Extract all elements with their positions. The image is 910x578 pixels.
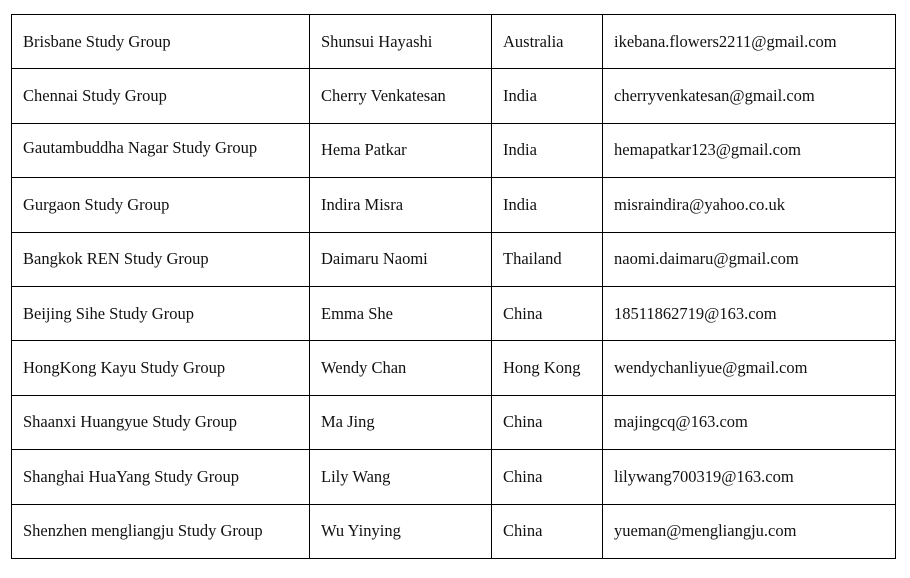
email-cell: yueman@mengliangju.com — [603, 504, 896, 558]
table-row — [12, 178, 896, 232]
email-cell: lilywang700319@163.com — [603, 450, 896, 504]
group-name-cell: Beijing Sihe Study Group — [12, 286, 310, 340]
email-cell: hemapatkar123@gmail.com — [603, 123, 896, 177]
contact-name-cell: Ma Jing — [310, 395, 492, 449]
contact-name-cell: Hema Patkar — [310, 123, 492, 177]
table-row — [12, 286, 896, 340]
country-cell: China — [492, 504, 603, 558]
email-cell: majingcq@163.com — [603, 395, 896, 449]
table-row — [12, 504, 896, 558]
table-row — [12, 69, 896, 123]
table-row — [12, 450, 896, 504]
group-name-cell: Shenzhen mengliangju Study Group — [12, 504, 310, 558]
country-cell: Australia — [492, 15, 603, 69]
country-cell: China — [492, 286, 603, 340]
email-cell: cherryvenkatesan@gmail.com — [603, 69, 896, 123]
country-cell: Hong Kong — [492, 341, 603, 395]
email-cell: misraindira@yahoo.co.uk — [603, 178, 896, 232]
contact-name-cell: Indira Misra — [310, 178, 492, 232]
country-cell: China — [492, 450, 603, 504]
email-cell: naomi.daimaru@gmail.com — [603, 232, 896, 286]
contact-name-cell: Emma She — [310, 286, 492, 340]
table-row — [12, 15, 896, 69]
table-row — [12, 232, 896, 286]
email-cell: ikebana.flowers2211@gmail.com — [603, 15, 896, 69]
country-cell: Thailand — [492, 232, 603, 286]
contact-name-cell: Shunsui Hayashi — [310, 15, 492, 69]
table-row — [12, 123, 896, 177]
contact-name-cell: Wu Yinying — [310, 504, 492, 558]
contact-name-cell: Lily Wang — [310, 450, 492, 504]
study-group-table — [11, 14, 896, 559]
country-cell: India — [492, 123, 603, 177]
contact-name-cell: Daimaru Naomi — [310, 232, 492, 286]
country-cell: India — [492, 69, 603, 123]
contact-name-cell: Wendy Chan — [310, 341, 492, 395]
country-cell: India — [492, 178, 603, 232]
group-name-cell: Chennai Study Group — [12, 69, 310, 123]
group-name-cell: Gurgaon Study Group — [12, 178, 310, 232]
table-row — [12, 341, 896, 395]
group-name-cell: Gautambuddha Nagar Study Group — [12, 123, 310, 177]
study-group-table-body — [12, 15, 896, 559]
group-name-cell: HongKong Kayu Study Group — [12, 341, 310, 395]
group-name-cell: Bangkok REN Study Group — [12, 232, 310, 286]
group-name-cell: Shanghai HuaYang Study Group — [12, 450, 310, 504]
group-name-cell: Brisbane Study Group — [12, 15, 310, 69]
table-row — [12, 395, 896, 449]
country-cell: China — [492, 395, 603, 449]
contact-name-cell: Cherry Venkatesan — [310, 69, 492, 123]
email-cell: 18511862719@163.com — [603, 286, 896, 340]
group-name-cell: Shaanxi Huangyue Study Group — [12, 395, 310, 449]
email-cell: wendychanliyue@gmail.com — [603, 341, 896, 395]
